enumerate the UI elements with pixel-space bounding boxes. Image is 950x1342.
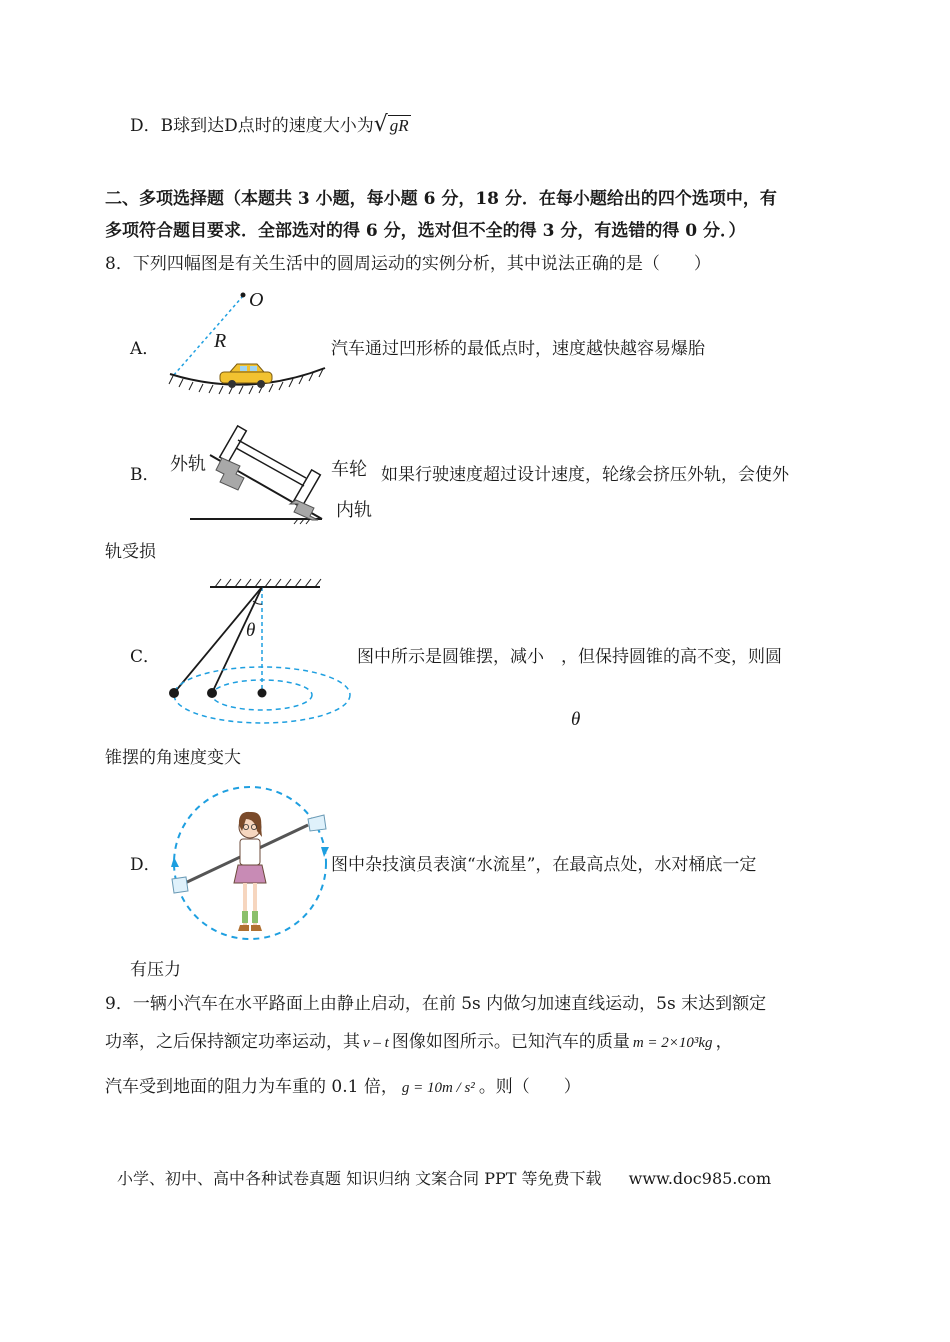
q7-formula: gR [389,116,409,135]
q9-line3 [105,1075,581,1100]
footer [117,1166,771,1189]
q8-option-c-letter: C． [130,647,161,667]
q8-option-a-letter: A． [130,339,160,359]
q8-stem: 8．下列四幅图是有关生活中的圆周运动的实例分析，其中说法正确的是（ ） [105,254,711,274]
water-meteor-diagram [160,785,340,945]
q8-option-d-cont: 有压力 [130,960,181,980]
q8-option-d-letter: D． [130,855,161,875]
section2-line1: 二、多项选择题（本题共 3 小题，每小题 6 分，18 分．在每小题给出的四个选项中，有 [105,189,777,209]
q8-option-a-text: 汽车通过凹形桥的最低点时，速度越快越容易爆胎 [331,339,705,359]
q9-line2b: 图像如图所示。已知汽车的质量 [391,1032,630,1052]
label-theta: θ [571,709,581,730]
q9-mass: m = 2×10³kg [632,1035,713,1051]
q9-line1: 9．一辆小汽车在水平路面上由静止启动，在前 5s 内做匀加速直线运动，5s 末达到额定 [105,994,767,1014]
label-theta-fig: θ [246,620,256,641]
q9-vt: v – t [363,1035,389,1051]
q8-option-d-text: 图中杂技演员表演“水流星”，在最高点处，水对桶底一定 [331,855,757,875]
sqrt-symbol: √ [373,112,388,137]
rail-diagram [190,420,330,522]
label-wheel: 车轮 [331,459,367,480]
bridge-diagram [165,288,330,398]
label-outer-rail: 外轨 [170,454,206,475]
q9-line3b: 。则（ ） [478,1077,581,1097]
q9-line3a: 汽车受到地面的阻力为车重的 0.1 倍， [105,1077,398,1097]
q7-option-d-text: D．B球到达D点时的速度大小为 [130,116,374,136]
label-o: O [249,289,264,311]
q7-option-d [130,113,411,138]
label-r: R [214,330,227,352]
section2-line2: 多项符合题目要求．全部选对的得 6 分，选对但不全的得 3 分，有选错的得 0 分．） [105,221,746,241]
footer-url[interactable]: www.doc985.com [628,1169,772,1188]
performer-icon [234,812,266,931]
conical-pendulum-diagram [165,575,360,735]
q9-g: g = 10m / s² [401,1080,475,1096]
q8-option-c-cont: 锥摆的角速度变大 [105,748,241,768]
q9-line2a: 功率，之后保持额定功率运动，其 [105,1032,360,1052]
footer-text: 小学、初中、高中各种试卷真题 知识归纳 文案合同 PPT 等免费下载 [117,1169,602,1188]
q8-option-c-text: 图中所示是圆锥摆，减小 ，但保持圆锥的高不变，则圆 [357,647,782,667]
q8-option-b-letter: B． [130,465,160,485]
q9-line2c: ， [715,1032,733,1052]
label-inner-rail: 内轨 [336,500,372,521]
q8-option-b-cont: 轨受损 [105,542,156,562]
q8-option-b-text: 如果行驶速度超过设计速度，轮缘会挤压外轨，会使外 [381,465,789,485]
q9-line2 [105,1030,733,1055]
